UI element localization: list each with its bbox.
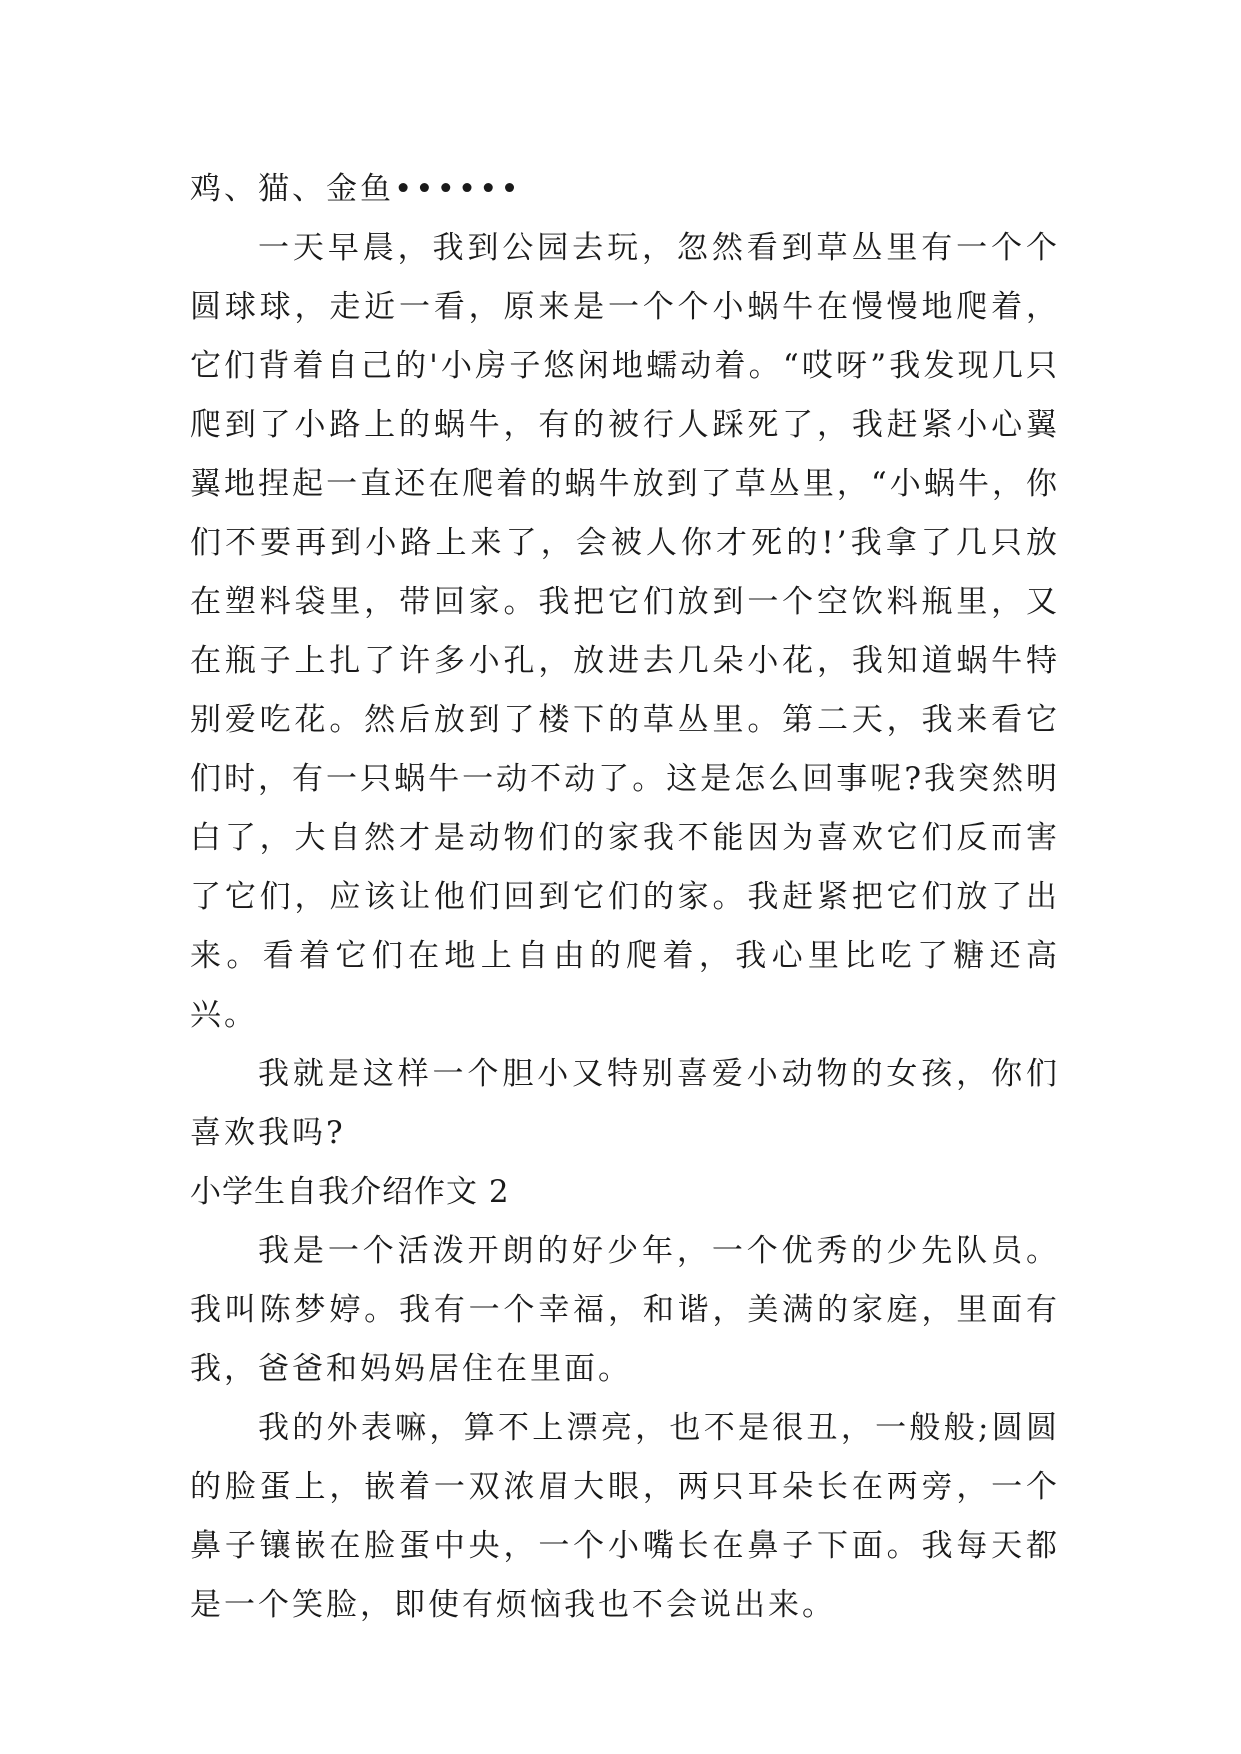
paragraph-intro: 我是一个活泼开朗的好少年，一个优秀的少先队员。我叫陈梦婷。我有一个幸福，和谐，美满的家庭，里面有我，爸爸和妈妈居住在里面。 — [190, 1233, 1060, 1387]
paragraph-appearance: 我的外表嘛，算不上漂亮，也不是很丑，一般般;圆圆的脸蛋上，嵌着一双浓眉大眼，两只耳朵长在两旁，一个鼻子镶嵌在脸蛋中央，一个小嘴长在鼻子下面。我每天都是一个笑脸，即使有烦恼我也不会说出来。 — [190, 1410, 1060, 1623]
paragraph-continuation: 鸡、猫、金鱼•••••• — [190, 171, 522, 207]
essay-heading: 小学生自我介绍作文 2 — [190, 1174, 510, 1210]
document-page — [190, 160, 1060, 1635]
paragraph-snail-story: 一天早晨，我到公园去玩，忽然看到草丛里有一个个圆球球，走近一看，原来是一个个小蜗牛在慢慢地爬着，它们背着自己的'小房子悠闲地蠕动着。“哎呀”我发现几只爬到了小路上的蜗牛，有的被行人踩死了，我赶紧小心翼翼地捏起一直还在爬着的蜗牛放到了草丛里，“小蜗牛，你们不要再到小路上来了，会被人你才死的!’我拿了几只放在塑料袋里，带回家。我把它们放到一个空饮料瓶里，又在瓶子上扎了许多小孔，放进去几朵小花，我知道蜗牛特别爱吃花。然后放到了楼下的草丛里。第二天，我来看它们时，有一只蜗牛一动不动了。这是怎么回事呢?我突然明白了，大自然才是动物们的家我不能因为喜欢它们反而害了它们，应该让他们回到它们的家。我赶紧把它们放了出来。看着它们在地上自由的爬着，我心里比吃了糖还高兴。 — [190, 230, 1060, 1033]
paragraph-closing: 我就是这样一个胆小又特别喜爱小动物的女孩，你们喜欢我吗? — [190, 1056, 1060, 1151]
